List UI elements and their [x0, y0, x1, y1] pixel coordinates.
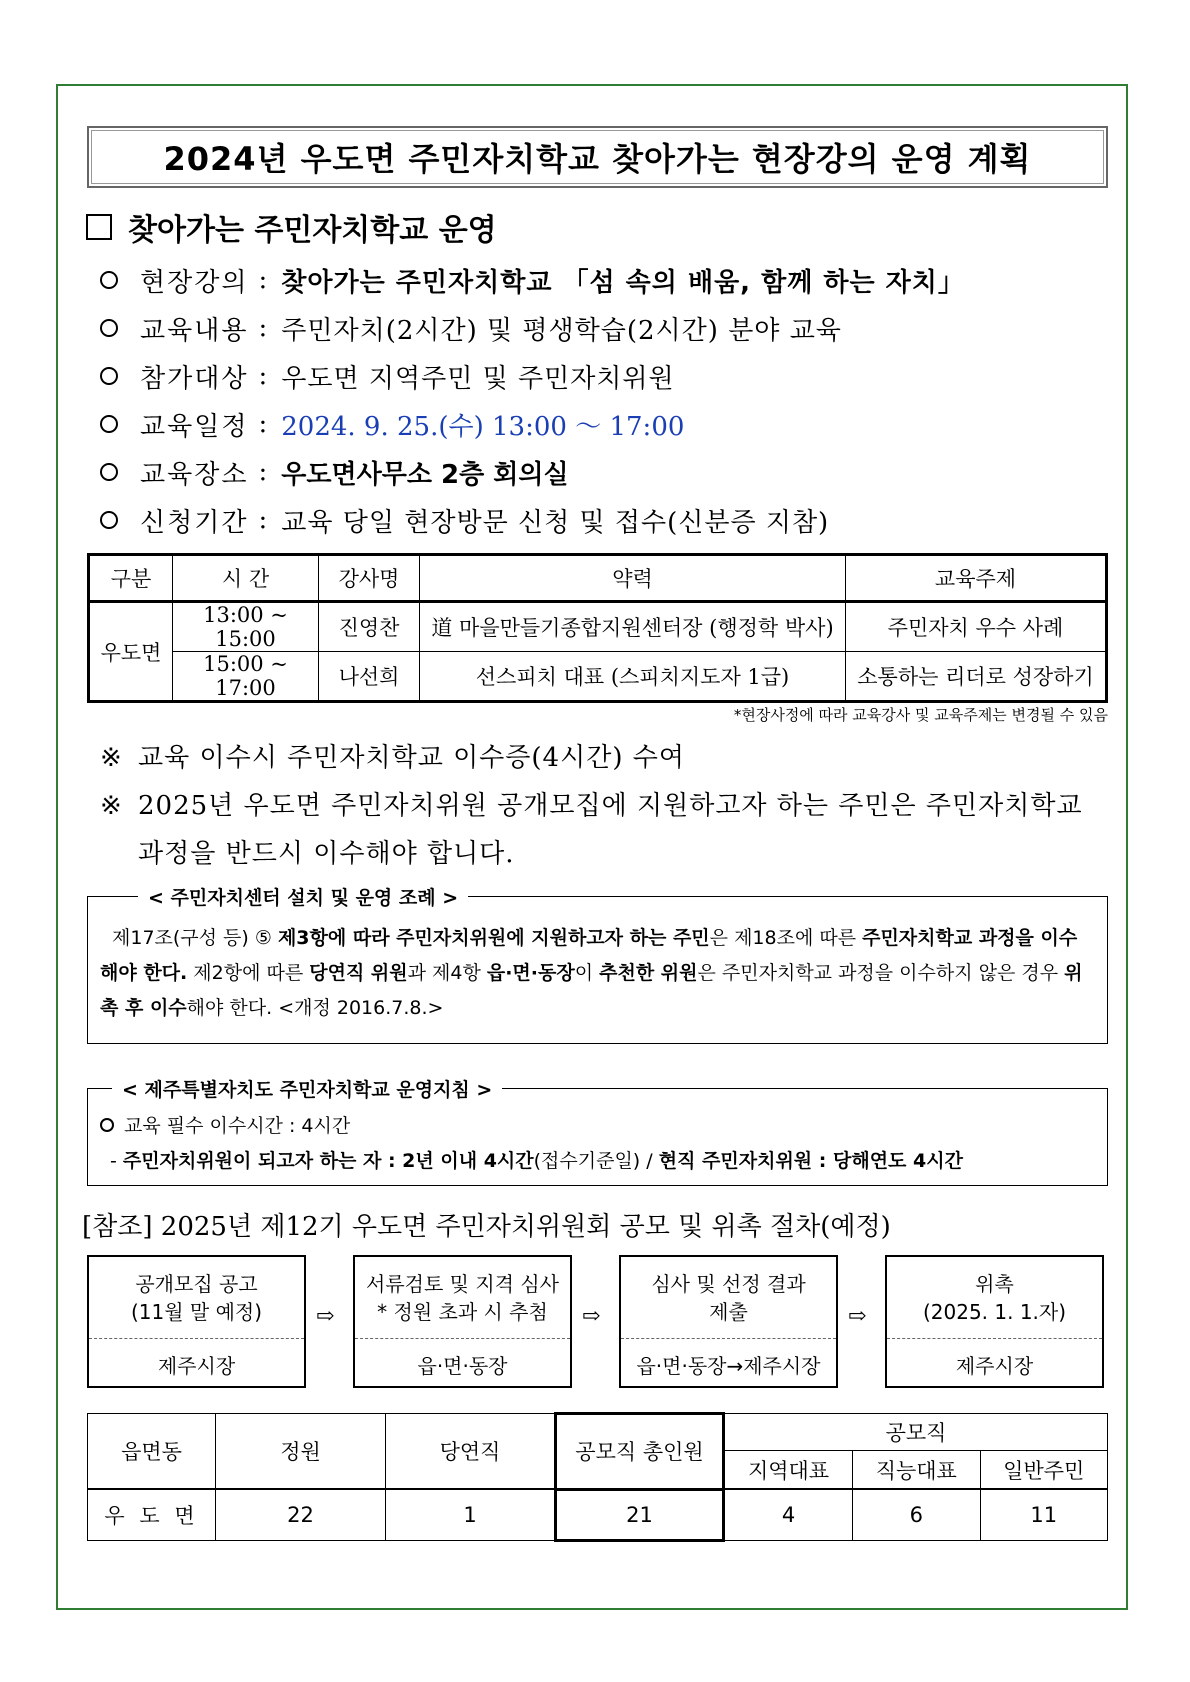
item-value: 찾아가는 주민자치학교 「섬 속의 배움, 함께 하는 자치」 — [281, 267, 965, 298]
list-item: 신청기간 : 교육 당일 현장방문 신청 및 접수(신분증 지참) — [100, 496, 965, 544]
flow-step: 심사 및 선정 결과 제출 읍·면·동장→제주시장 — [619, 1255, 838, 1388]
header-cell: 일반주민 — [980, 1451, 1108, 1489]
career-cell: 선스피치 대표 (스피치지도자 1급) — [420, 652, 846, 702]
guideline-line: 교육 필수 이수시간 : 4시간 — [100, 1109, 1093, 1144]
career-cell: 道 마을만들기종합지원센터장 (행정학 박사) — [420, 602, 846, 652]
header-cell: 읍면동 — [88, 1414, 216, 1490]
header-cell: 공모직 — [724, 1414, 1108, 1451]
schedule-note: *현장사정에 따라 교육강사 및 교육주제는 변경될 수 있음 — [733, 706, 1108, 724]
exofficio-cell: 1 — [386, 1489, 556, 1541]
right-arrow-icon: ⇨ — [582, 1304, 601, 1329]
header-cell: 직능대표 — [853, 1451, 980, 1489]
circle-bullet-icon — [100, 271, 118, 289]
right-arrow-icon: ⇨ — [848, 1304, 867, 1329]
table-header-row — [89, 555, 1107, 602]
circle-bullet-icon — [100, 319, 118, 337]
list-item: 교육장소 : 우도면사무소 2층 회의실 — [100, 448, 965, 496]
item-label: 현장강의 — [140, 267, 249, 298]
header-cell: 약력 — [420, 555, 846, 602]
schedule-table — [87, 553, 1108, 703]
item-value: 2024. 9. 25.(수) 13:00 ～ 17:00 — [281, 411, 685, 442]
table-row — [89, 602, 1107, 652]
remarks — [100, 734, 1110, 878]
table-row — [88, 1489, 1108, 1541]
item-label: 교육장소 — [140, 459, 249, 490]
header-cell: 교육주제 — [846, 555, 1107, 602]
lecturer-cell: 나선희 — [319, 652, 420, 702]
remark-text: 2025년 우도면 주민자치위원 공개모집에 지원하고자 하는 주민은 주민자치학교 과정을 반드시 이수해야 합니다. — [138, 791, 1083, 869]
flow-step: 위촉 (2025. 1. 1.자) 제주시장 — [885, 1255, 1104, 1388]
page-title: 2024년 우도면 주민자치학교 찾아가는 현장강의 운영 계획 — [87, 126, 1108, 188]
regional-cell: 4 — [724, 1489, 853, 1541]
guideline-text — [88, 1089, 1107, 1179]
public-total-cell: 21 — [556, 1489, 724, 1541]
circle-bullet-icon — [100, 367, 118, 385]
item-label: 교육내용 — [140, 315, 249, 346]
header-cell: 정원 — [216, 1414, 386, 1490]
circle-bullet-icon — [100, 511, 118, 529]
guideline-line: - 주민자치위원이 되고자 하는 자 : 2년 이내 4시간(접수기준일) / 현직 주민자치위원 : 당해연도 4시간 — [110, 1150, 963, 1172]
lecturer-cell: 진영찬 — [319, 602, 420, 652]
header-cell: 구분 — [89, 555, 173, 602]
reference-title: [참조] 2025년 제12기 우도면 주민자치위원회 공모 및 위촉 절차(예정) — [82, 1212, 891, 1242]
item-value: 교육 당일 현장방문 신청 및 접수(신분증 지참) — [281, 507, 830, 538]
circle-bullet-icon — [100, 463, 118, 481]
topic-cell: 주민자치 우수 사례 — [846, 602, 1107, 652]
flow-step: 공개모집 공고 (11월 말 예정) 제주시장 — [87, 1255, 306, 1388]
header-cell: 시 간 — [173, 555, 319, 602]
ordinance-label: < 주민자치센터 설치 및 운영 조례 > — [138, 883, 468, 910]
list-item: 교육내용 : 주민자치(2시간) 및 평생학습(2시간) 분야 교육 — [100, 304, 965, 352]
guideline-box — [87, 1079, 1108, 1186]
info-list — [100, 256, 965, 544]
item-value: 주민자치(2시간) 및 평생학습(2시간) 분야 교육 — [281, 315, 842, 346]
quota-table — [87, 1412, 1108, 1542]
guideline-label: < 제주특별자치도 주민자치학교 운영지침 > — [112, 1075, 502, 1102]
item-label: 참가대상 — [140, 363, 249, 394]
circle-bullet-icon — [100, 1118, 114, 1132]
remark-item — [100, 782, 1110, 878]
time-cell: 15:00 ~ 17:00 — [173, 652, 319, 702]
list-item: 교육일정 : 2024. 9. 25.(수) 13:00 ～ 17:00 — [100, 400, 965, 448]
occupational-cell: 6 — [853, 1489, 980, 1541]
header-cell: 지역대표 — [724, 1451, 853, 1489]
area-cell: 우 도 면 — [88, 1489, 216, 1541]
list-item: 현장강의 : 찾아가는 주민자치학교 「섬 속의 배움, 함께 하는 자치」 — [100, 256, 965, 304]
time-cell: 13:00 ~ 15:00 — [173, 602, 319, 652]
remark-text: 교육 이수시 주민자치학교 이수증(4시간) 수여 — [138, 743, 685, 773]
circle-bullet-icon — [100, 415, 118, 433]
remark-item — [100, 734, 1110, 782]
flow-step: 서류검토 및 지격 심사 * 정원 초과 시 추첨 읍·면·동장 — [353, 1255, 572, 1388]
header-cell: 공모직 총인원 — [556, 1414, 724, 1490]
item-label: 교육일정 — [140, 411, 249, 442]
header-cell: 당연직 — [386, 1414, 556, 1490]
ordinance-box — [87, 887, 1108, 1044]
table-header-row — [88, 1414, 1108, 1451]
item-label: 신청기간 — [140, 507, 249, 538]
section-heading — [86, 205, 497, 249]
right-arrow-icon: ⇨ — [316, 1304, 335, 1329]
general-cell: 11 — [980, 1489, 1108, 1541]
table-row — [89, 652, 1107, 702]
ordinance-text: 제17조(구성 등) ⑤ 제3항에 따라 주민자치위원에 지원하고자 하는 주민은 제18조에 따른 주민자치학교 과정을 이수해야 한다. 제2항에 따른 당연직 위원과 제4항 읍·면·동장이 추천한 위원은 주민자치학교 과정을 이수하지 않은 경우 위촉 후 이수해야 한다. <개정 2016.7.8.> — [100, 927, 1083, 1019]
header-cell: 강사명 — [319, 555, 420, 602]
checkbox-square-icon — [86, 214, 112, 240]
capacity-cell: 22 — [216, 1489, 386, 1541]
section-title: 찾아가는 주민자치학교 운영 — [128, 213, 497, 248]
item-value: 우도면 지역주민 및 주민자치위원 — [281, 363, 675, 394]
topic-cell: 소통하는 리더로 성장하기 — [846, 652, 1107, 702]
reference-mark-icon: ※ — [100, 743, 122, 773]
item-value: 우도면사무소 2층 회의실 — [281, 459, 569, 490]
list-item: 참가대상 : 우도면 지역주민 및 주민자치위원 — [100, 352, 965, 400]
reference-mark-icon: ※ — [100, 791, 122, 821]
group-cell: 우도면 — [89, 602, 173, 702]
